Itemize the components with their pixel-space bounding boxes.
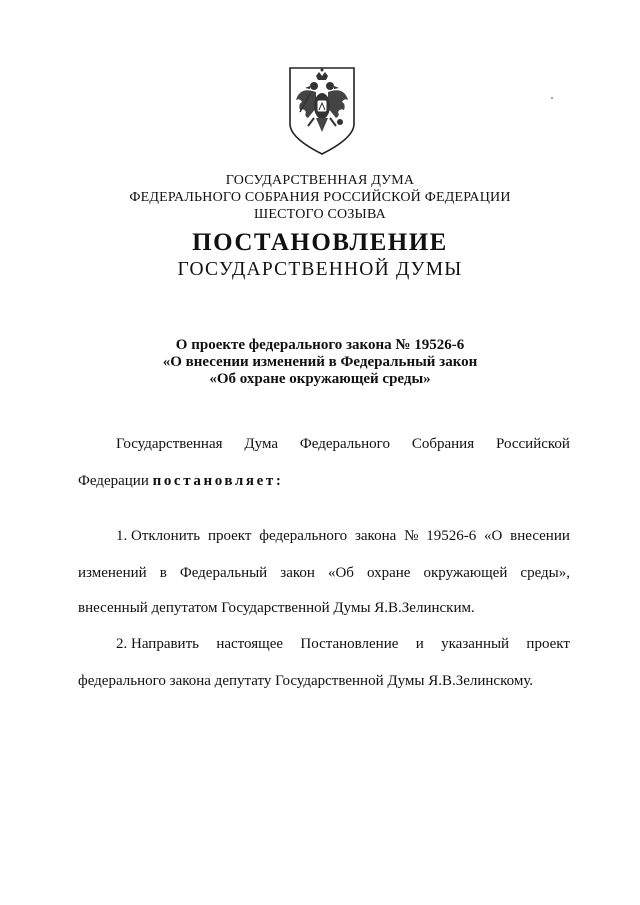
item-word: и <box>415 636 424 652</box>
scan-speck <box>551 97 553 99</box>
item-word: Постановление <box>300 636 399 652</box>
preamble-word: Собрания <box>411 436 475 452</box>
item-1-line-3: внесенный депутатом Государственной Думы Я.В.Зелинским. <box>78 600 475 616</box>
item-word: окружающей <box>423 565 508 581</box>
coat-of-arms-icon <box>286 64 358 156</box>
item-word: 19526-6 <box>426 528 477 544</box>
item-2-line-1 <box>116 634 570 654</box>
item-word: «О <box>484 528 503 544</box>
item-word: № <box>404 528 419 544</box>
item-word: охране <box>366 565 411 581</box>
item-word: закон <box>280 565 315 581</box>
item-word: Федеральный <box>179 565 268 581</box>
subject-line-1: О проекте федерального закона № 19526-6 <box>175 337 465 353</box>
preamble-line-2 <box>78 471 570 491</box>
subject-line-2: «О внесении изменений в Федеральный закон <box>162 354 478 370</box>
item-word: внесении <box>510 528 570 544</box>
item-word: в <box>159 565 167 581</box>
preamble-line-1 <box>116 434 570 454</box>
item-word: «Об <box>327 565 354 581</box>
document-title: ПОСТАНОВЛЕНИЕ <box>192 229 448 256</box>
item-2-line-2: федерального закона депутату Государственной Думы Я.В.Зелинскому. <box>78 673 534 689</box>
header-line-1: ГОСУДАРСТВЕННАЯ ДУМА <box>225 173 415 188</box>
item-word: 1. Отклонить <box>116 528 201 544</box>
item-1-line-2 <box>78 563 570 583</box>
header-line-2: ФЕДЕРАЛЬНОГО СОБРАНИЯ РОССИЙСКОЙ ФЕДЕРАЦИИ <box>129 190 511 205</box>
item-word: среды», <box>520 565 570 581</box>
item-word: закона <box>354 528 397 544</box>
preamble-word: Российской <box>496 436 570 452</box>
preamble-word: Государственная <box>116 436 223 452</box>
item-word: федерального <box>259 528 348 544</box>
item-word: изменений <box>78 565 147 581</box>
item-1-line-1 <box>116 526 570 546</box>
item-word: проект <box>207 528 252 544</box>
decision-verb: постановляет: <box>152 473 284 489</box>
item-word: проект <box>526 636 570 652</box>
item-word: настоящее <box>216 636 284 652</box>
subject-line-3: «Об охране окружающей среды» <box>209 371 431 387</box>
document-subtitle: ГОСУДАРСТВЕННОЙ ДУМЫ <box>177 259 463 280</box>
preamble-word: Дума <box>244 436 279 452</box>
header-line-3: ШЕСТОГО СОЗЫВА <box>254 207 386 222</box>
preamble-federation: Федерации <box>78 473 149 489</box>
item-word: указанный <box>441 636 510 652</box>
preamble-word: Федерального <box>299 436 390 452</box>
item-word: 2. Направить <box>116 636 199 652</box>
